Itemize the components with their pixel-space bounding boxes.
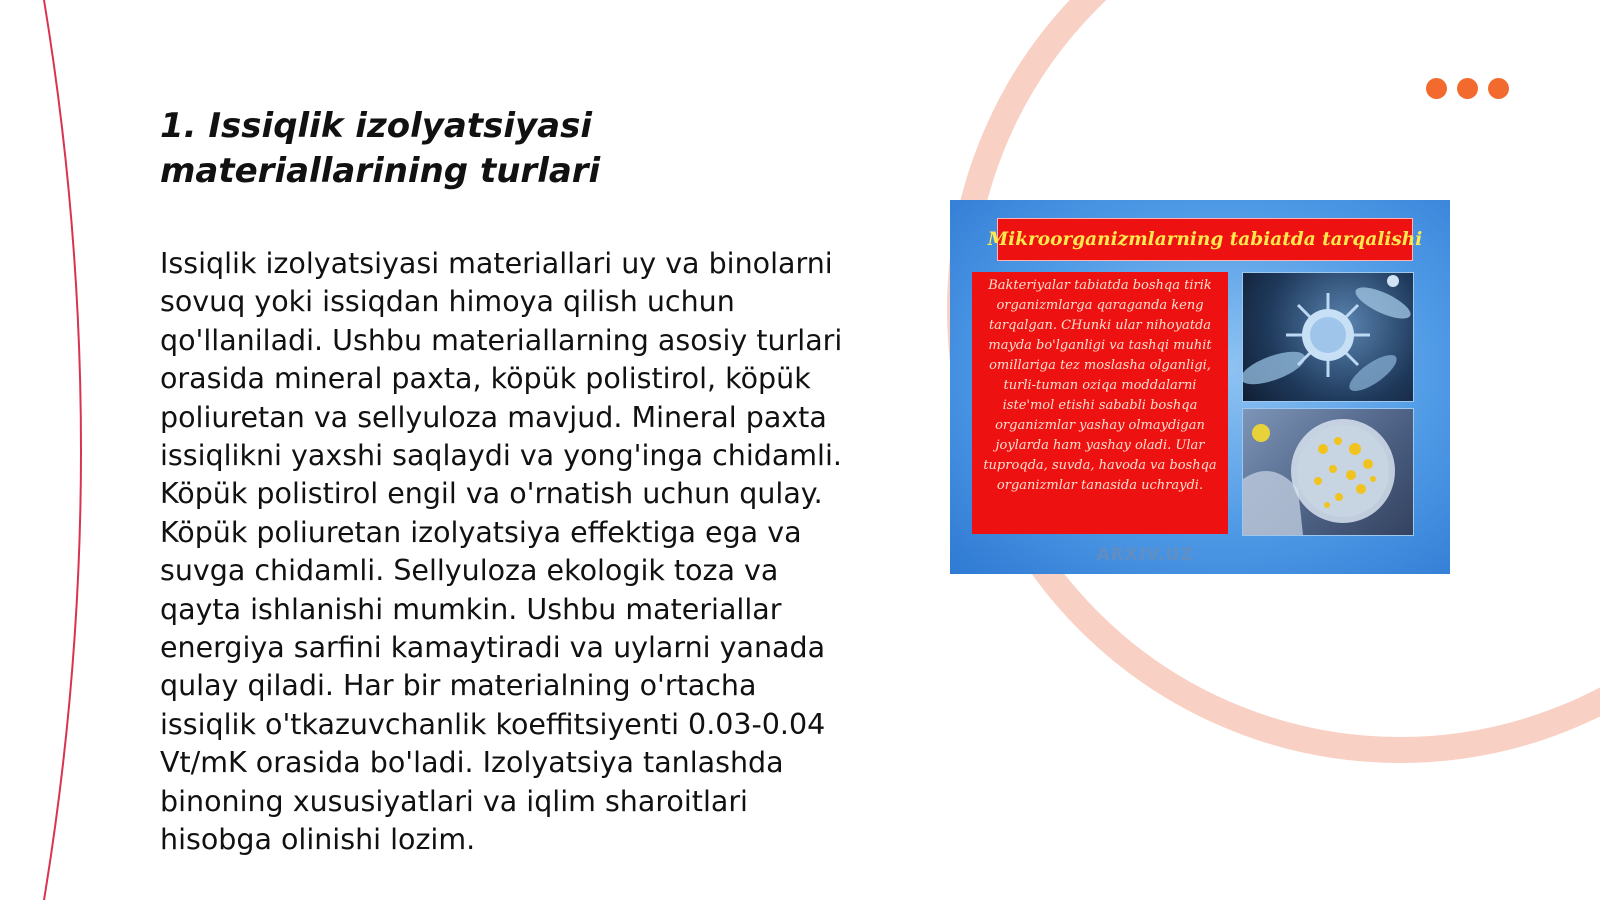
dot-icon [1457, 78, 1478, 99]
image-text-box: Bakteriyalar tabiatda boshqa tirik organizmlarga qaraganda keng tarqalgan. CHunki ular nihoyatda mayda bo'lganligi va tashqi muhit omillariga tez moslasha olganligi, turli-tuman oziqa moddalarni iste'mol etishi sababli boshqa organizmlar yashay olmaydigan joylarda ham yashay oladi. Ular tuproqda, suvda, havoda va boshqa organizmlar tanasida uchraydi. [972, 272, 1228, 534]
watermark-logo: ARXIV.UZ [1096, 545, 1194, 565]
petri-dish-illustration [1243, 409, 1413, 535]
slide-title: 1. Issiqlik izolyatsiyasi materiallarining turlari [160, 106, 601, 191]
embedded-slide-image [950, 200, 1450, 574]
left-curve-line [44, 0, 81, 900]
dot-icon [1426, 78, 1447, 99]
slide-body-text: Issiqlik izolyatsiyasi materiallari uy va binolarni sovuq yoki issiqdan himoya qilish uchun qo'llaniladi. Ushbu materiallarning asosiy turlari orasida mineral paxta, köpük polistirol, köpük poliuretan va sellyuloza mavjud. Mineral paxta issiqlikni yaxshi saqlaydi va yong'inga chidamli. Köpük polistirol engil va o'rnatish uchun qulay. Köpük poliuretan izolyatsiya effektiga ega va suvga chidamli. Sellyuloza ekologik toza va qayta ishlanishi mumkin. Ushbu materiallar energiya sarfini kamaytiradi va uylarni yanada qulay qiladi. Har bir materialning o'rtacha issiqlik o'tkazuvchanlik koeffitsiyenti 0.03-0.04 Vt/mK orasida bo'ladi. Izolyatsiya tanlashda binoning xususiyatlari va iqlim sharoitlari hisobga olinishi lozim. [160, 247, 843, 857]
dot-icon [1488, 78, 1509, 99]
menu-dots [1426, 78, 1509, 99]
virus-illustration [1243, 273, 1413, 401]
virus-photo [1242, 272, 1414, 402]
image-banner: Mikroorganizmlarning tabiatda tarqalishi [997, 218, 1413, 261]
petri-dish-photo [1242, 408, 1414, 536]
